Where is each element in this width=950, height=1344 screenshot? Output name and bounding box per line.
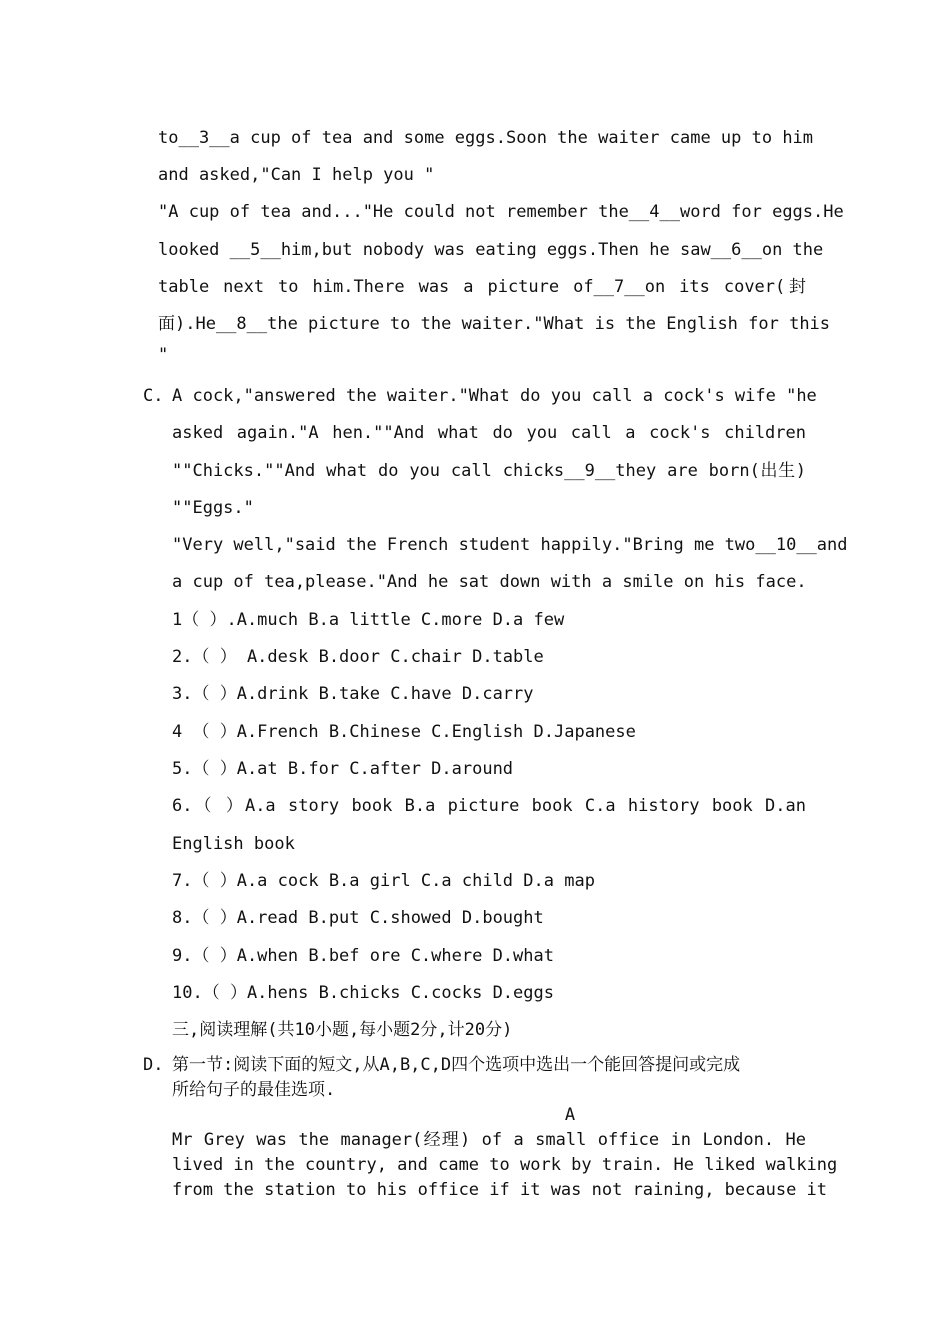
- question-item: 9.（ ）A.when B.bef ore C.where D.what: [172, 946, 554, 966]
- passage-line: Mr Grey was the manager(经理) of a small office in London. He: [172, 1130, 806, 1150]
- question-item: 2.（ ） A.desk B.door C.chair D.table: [172, 647, 544, 667]
- passage-line: and asked,"Can I help you ": [158, 165, 435, 185]
- question-item: English book: [172, 834, 295, 854]
- question-item: 7.（ ）A.a cock B.a girl C.a child D.a map: [172, 871, 595, 891]
- passage-heading: A: [564, 1105, 576, 1125]
- section-heading: 三,阅读理解(共10小题,每小题2分,计20分): [172, 1020, 513, 1040]
- passage-line: A cock,"answered the waiter."What do you call a cock's wife "he: [172, 386, 817, 406]
- passage-line: "A cup of tea and..."He could not remember the__4__word for eggs.He: [158, 202, 844, 222]
- passage-line: table next to him.There was a picture of__7__on its cover(封: [158, 277, 806, 297]
- question-item: 3.（ ）A.drink B.take C.have D.carry: [172, 684, 534, 704]
- passage-line: ""Eggs.": [172, 498, 254, 518]
- question-item: 5.（ ）A.at B.for C.after D.around: [172, 759, 514, 779]
- question-item: 1（ ）.A.much B.a little C.more D.a few: [172, 610, 565, 630]
- passage-line: from the station to his office if it was not raining, because it: [172, 1180, 828, 1200]
- question-item: 6.（ ）A.a story book B.a picture book C.a history book D.an: [172, 796, 806, 816]
- passage-line: ""Chicks.""And what do you call chicks__9__they are born(出生): [172, 461, 806, 481]
- passage-line: "Very well,"said the French student happily."Bring me two__10__and: [172, 535, 848, 555]
- passage-line: looked __5__him,but nobody was eating eggs.Then he saw__6__on the: [158, 240, 824, 260]
- passage-line: lived in the country, and came to work by train. He liked walking: [172, 1155, 838, 1175]
- instruction-line: 第一节:阅读下面的短文,从A,B,C,D四个选项中选出一个能回答提问或完成: [172, 1055, 741, 1075]
- question-item: 4 （ ）A.French B.Chinese C.English D.Japanese: [172, 722, 636, 742]
- passage-line: ": [158, 345, 169, 365]
- question-item: 8.（ ）A.read B.put C.showed D.bought: [172, 908, 544, 928]
- question-item: 10.（ ）A.hens B.chicks C.cocks D.eggs: [172, 983, 554, 1003]
- passage-line: 面).He__8__the picture to the waiter."What is the English for this: [158, 314, 831, 334]
- instruction-line: 所给句子的最佳选项.: [172, 1080, 336, 1100]
- list-marker-d: D.: [143, 1055, 164, 1075]
- list-marker-c: C.: [143, 386, 164, 406]
- passage-line: asked again."A hen.""And what do you call a cock's children: [172, 423, 806, 443]
- passage-line: to__3__a cup of tea and some eggs.Soon the waiter came up to him: [158, 128, 814, 148]
- passage-line: a cup of tea,please."And he sat down with a smile on his face.: [172, 572, 807, 592]
